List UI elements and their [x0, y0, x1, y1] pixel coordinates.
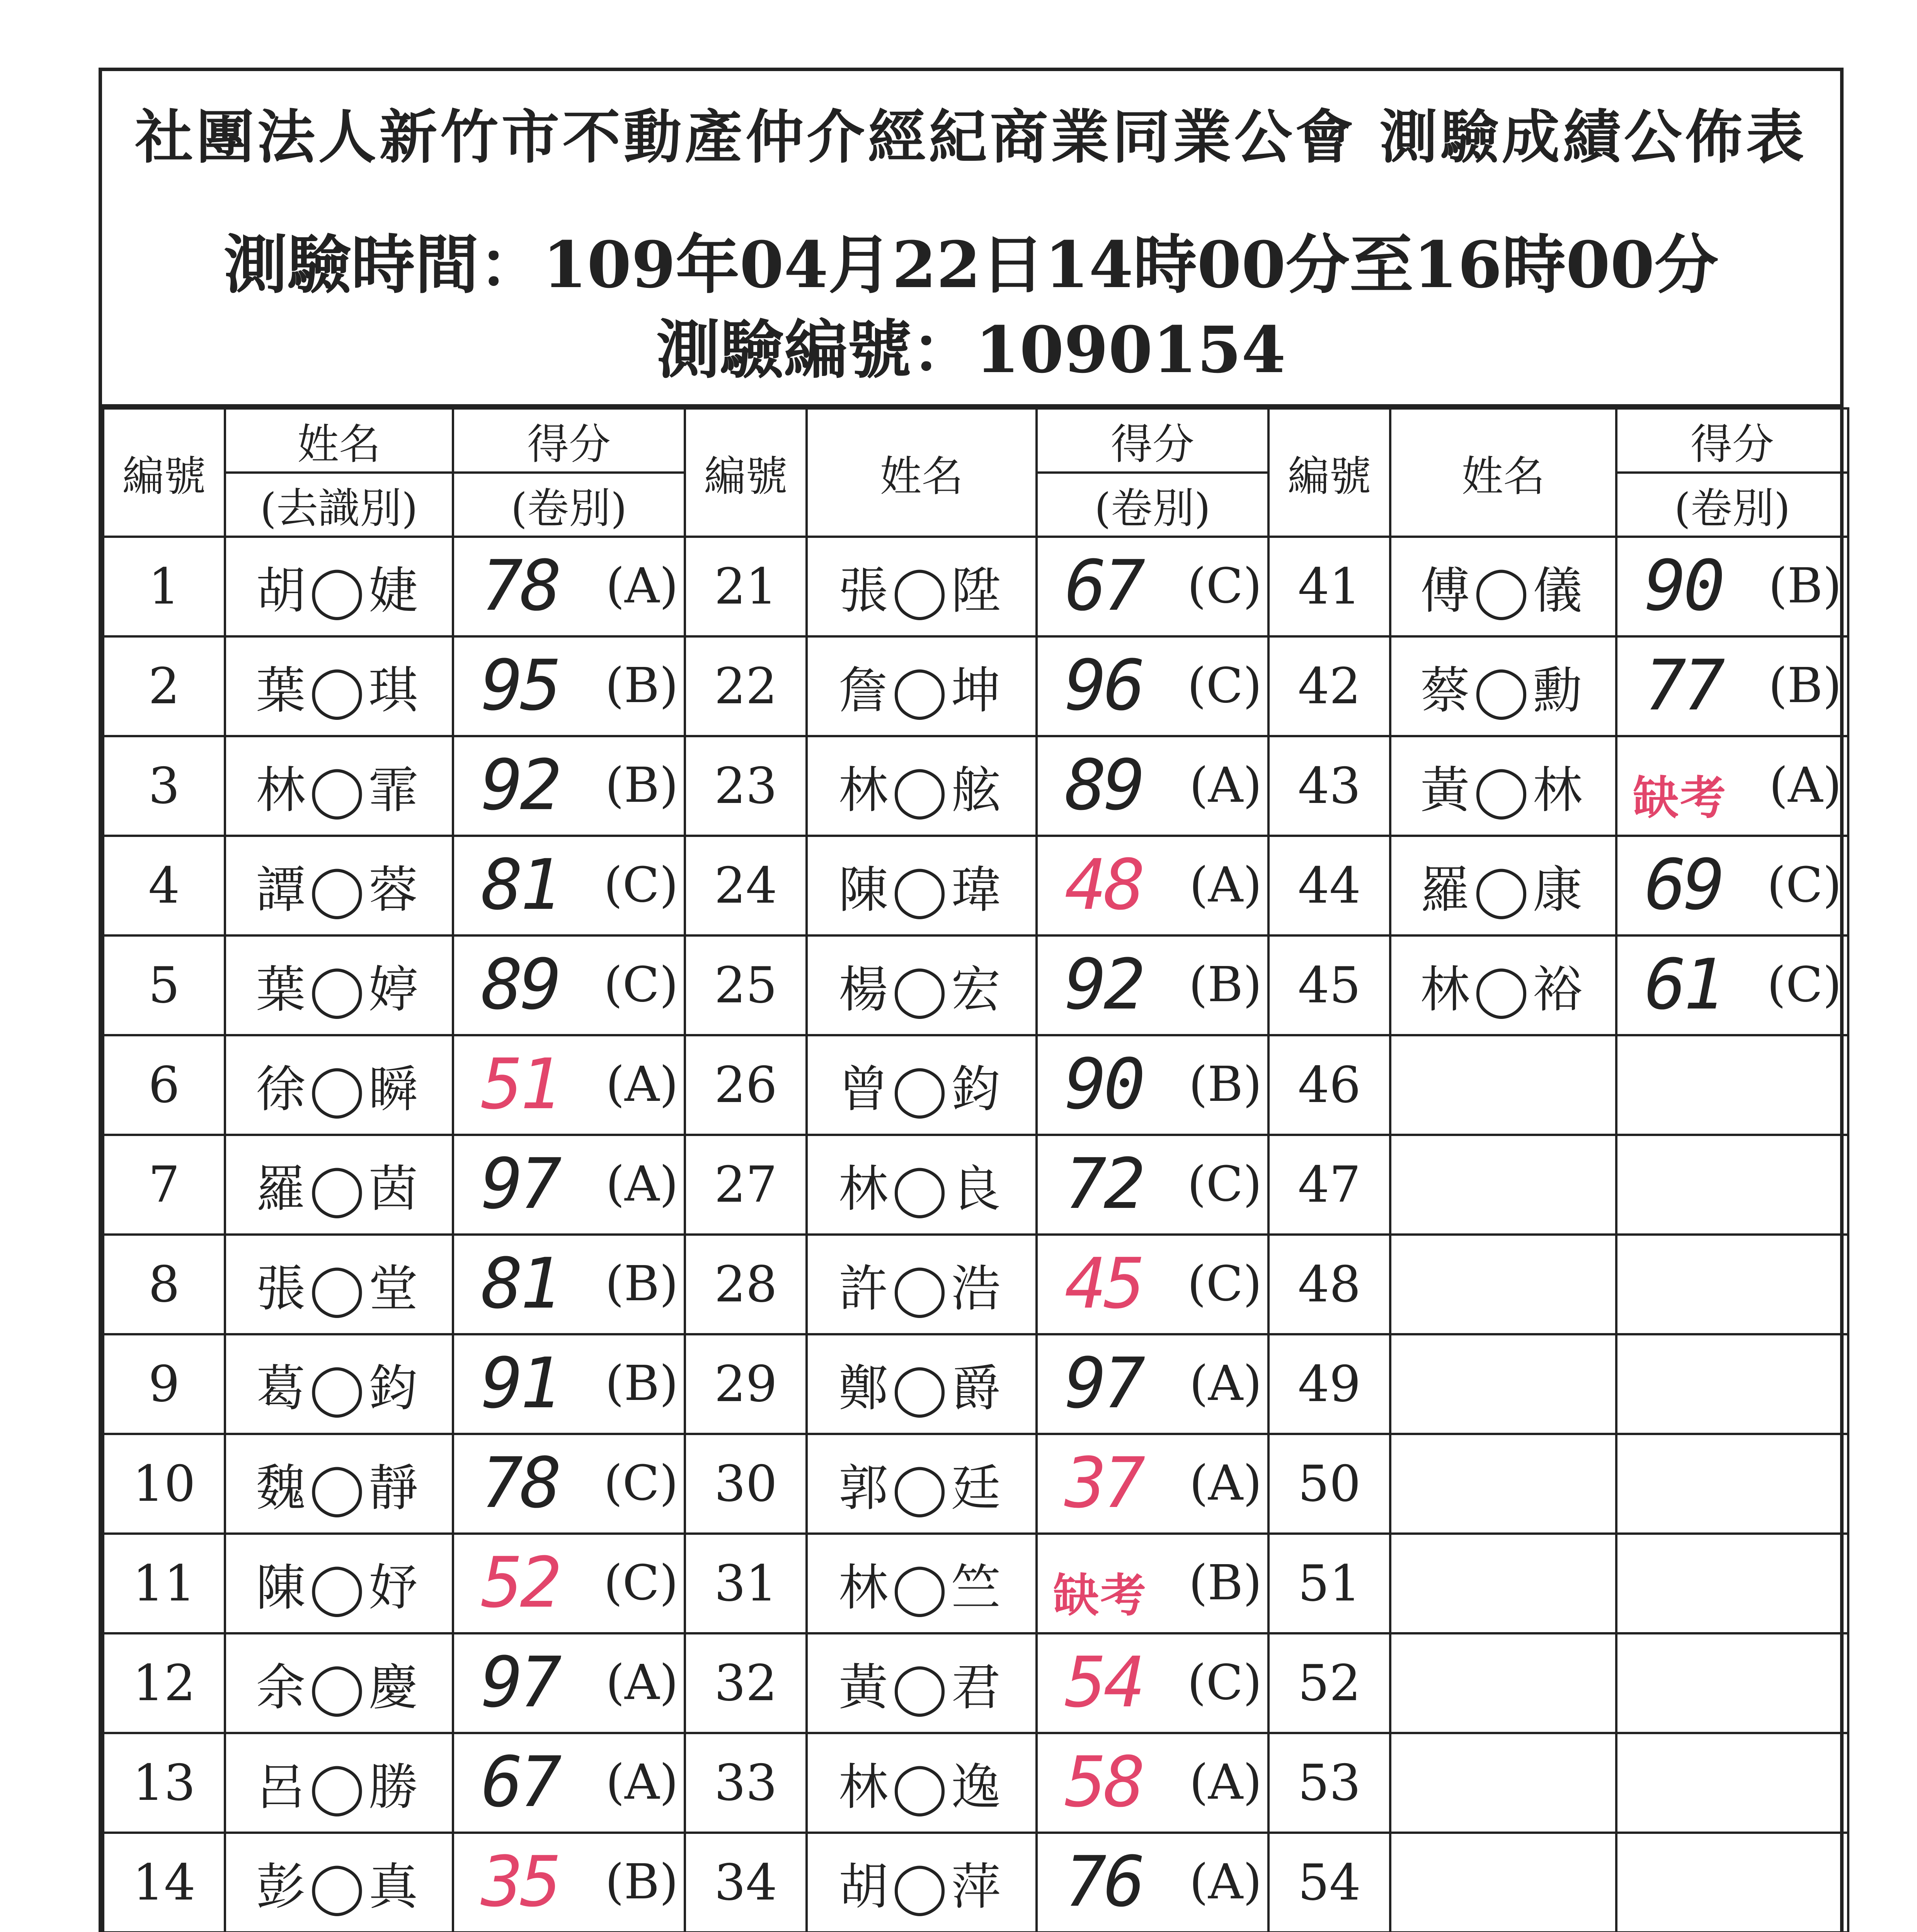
examinee-name: 林◯逸: [807, 1733, 1037, 1833]
handwritten-score: 54: [1065, 1642, 1142, 1723]
examinee-number: 6: [103, 1035, 225, 1135]
score-cell: [1616, 836, 1848, 935]
handwritten-score: 91: [481, 1343, 559, 1424]
score-cell: [1037, 636, 1268, 736]
paper-version: (B): [605, 1256, 678, 1312]
handwritten-score: 67: [1065, 546, 1142, 626]
handwritten-score: 76: [1065, 1842, 1142, 1922]
examinee-name: 胡◯婕: [225, 537, 453, 636]
sheet-header: [102, 71, 1840, 407]
score-cell: [453, 1733, 685, 1833]
paper-version: (A): [606, 1655, 678, 1711]
col-header-score: 得分: [1616, 408, 1848, 473]
handwritten-score: 35: [481, 1842, 559, 1922]
paper-version: (B): [605, 658, 678, 714]
examinee-number: 52: [1268, 1633, 1390, 1733]
examinee-name: [1390, 1334, 1616, 1434]
examinee-number: 51: [1268, 1534, 1390, 1633]
examinee-number: 34: [685, 1833, 807, 1932]
handwritten-score: 78: [481, 546, 559, 626]
examinee-name: 羅◯茵: [225, 1135, 453, 1235]
examinee-name: [1390, 1534, 1616, 1633]
table-row: [103, 1135, 1848, 1235]
handwritten-score: 97: [481, 1144, 559, 1225]
handwritten-score: 67: [481, 1742, 559, 1823]
examinee-number: 23: [685, 736, 807, 836]
col-header-no: 編號: [1268, 408, 1390, 537]
score-cell: [1616, 1733, 1848, 1833]
handwritten-score: 90: [1065, 1044, 1142, 1125]
paper-version: (C): [1187, 1256, 1262, 1312]
examinee-number: 8: [103, 1235, 225, 1334]
examinee-number: 28: [685, 1235, 807, 1334]
examinee-number: 26: [685, 1035, 807, 1135]
handwritten-score: 97: [481, 1642, 559, 1723]
table-row: [103, 1633, 1848, 1733]
examinee-number: 5: [103, 935, 225, 1035]
handwritten-score: 69: [1645, 845, 1722, 925]
paper-version: (A): [1189, 857, 1262, 913]
handwritten-score: 95: [481, 645, 559, 726]
examinee-number: 33: [685, 1733, 807, 1833]
paper-version: (A): [606, 1156, 678, 1212]
paper-version: (B): [1768, 658, 1842, 714]
exam-time: 測驗時間：109年04月22日14時00分至16時00分: [223, 227, 1719, 302]
examinee-name: [1390, 1035, 1616, 1135]
table-row: [103, 1534, 1848, 1633]
handwritten-score: 89: [481, 944, 559, 1025]
examinee-number: 42: [1268, 636, 1390, 736]
examinee-name: 林◯裕: [1390, 935, 1616, 1035]
score-cell: [1037, 537, 1268, 636]
paper-version: (C): [1187, 558, 1262, 614]
col-header-no: 編號: [103, 408, 225, 537]
handwritten-score: 48: [1065, 845, 1142, 925]
score-cell: [1037, 1633, 1268, 1733]
score-cell: [1037, 1434, 1268, 1534]
paper-version: (C): [603, 1555, 678, 1611]
examinee-name: 黃◯君: [807, 1633, 1037, 1733]
score-cell: [1616, 1135, 1848, 1235]
score-cell: [1037, 1235, 1268, 1334]
handwritten-score: 92: [1065, 944, 1142, 1025]
examinee-name: 葛◯鈞: [225, 1334, 453, 1434]
score-cell: [1616, 1633, 1848, 1733]
score-cell: [1037, 935, 1268, 1035]
examinee-number: 3: [103, 736, 225, 836]
col-header-score-sub: (卷別): [1037, 473, 1268, 537]
score-cell: [1616, 935, 1848, 1035]
handwritten-score: 72: [1065, 1144, 1142, 1225]
paper-version: (A): [1189, 1854, 1262, 1910]
table-row: [103, 1434, 1848, 1534]
col-header-name: 姓名: [1390, 408, 1616, 537]
table-row: [103, 1035, 1848, 1135]
examinee-name: 黃◯林: [1390, 736, 1616, 836]
score-cell: [1037, 1534, 1268, 1633]
score-sheet: [99, 68, 1844, 1932]
examinee-name: 陳◯瑋: [807, 836, 1037, 935]
score-cell: [1616, 736, 1848, 836]
examinee-name: [1390, 1633, 1616, 1733]
score-cell: [1616, 1534, 1848, 1633]
examinee-number: 9: [103, 1334, 225, 1434]
handwritten-score: 37: [1065, 1443, 1142, 1524]
examinee-name: 余◯慶: [225, 1633, 453, 1733]
paper-version: (B): [1188, 957, 1262, 1013]
paper-version: (C): [603, 1455, 678, 1511]
paper-version: (C): [603, 857, 678, 913]
paper-version: (C): [1187, 1156, 1262, 1212]
score-cell: [1616, 1035, 1848, 1135]
col-header-no: 編號: [685, 408, 807, 537]
examinee-number: 54: [1268, 1833, 1390, 1932]
examinee-name: 林◯竺: [807, 1534, 1037, 1633]
examinee-number: 30: [685, 1434, 807, 1534]
table-row: [103, 1833, 1848, 1932]
table-row: [103, 836, 1848, 935]
examinee-number: 25: [685, 935, 807, 1035]
score-cell: [453, 1833, 685, 1932]
col-header-name: 姓名: [225, 408, 453, 473]
col-header-score-sub: (卷別): [453, 473, 685, 537]
handwritten-score: 45: [1065, 1243, 1142, 1324]
examinee-name: 曾◯鈞: [807, 1035, 1037, 1135]
paper-version: (A): [1769, 757, 1842, 813]
examinee-name: 陳◯妤: [225, 1534, 453, 1633]
sheet-title: 社團法人新竹市不動產仲介經紀商業同業公會 測驗成績公佈表: [135, 103, 1807, 171]
score-cell: [453, 1534, 685, 1633]
paper-version: (B): [1188, 1056, 1262, 1112]
handwritten-score: 78: [481, 1443, 559, 1524]
score-cell: [453, 1633, 685, 1733]
examinee-name: 徐◯瞬: [225, 1035, 453, 1135]
col-header-score: 得分: [1037, 408, 1268, 473]
examinee-name: 林◯霏: [225, 736, 453, 836]
score-cell: [1037, 1733, 1268, 1833]
paper-version: (B): [1188, 1555, 1262, 1611]
examinee-name: 彭◯真: [225, 1833, 453, 1932]
handwritten-score: 90: [1645, 546, 1722, 626]
examinee-number: 29: [685, 1334, 807, 1434]
examinee-name: 林◯舷: [807, 736, 1037, 836]
examinee-number: 53: [1268, 1733, 1390, 1833]
examinee-name: 葉◯婷: [225, 935, 453, 1035]
score-cell: [1616, 1434, 1848, 1534]
table-row: [103, 1733, 1848, 1833]
examinee-number: 1: [103, 537, 225, 636]
examinee-name: 葉◯琪: [225, 636, 453, 736]
examinee-number: 11: [103, 1534, 225, 1633]
examinee-number: 21: [685, 537, 807, 636]
paper-version: (C): [1187, 658, 1262, 714]
examinee-number: 50: [1268, 1434, 1390, 1534]
handwritten-score: 缺考: [1053, 1569, 1148, 1622]
paper-version: (B): [605, 1355, 678, 1412]
col-header-score: 得分: [453, 408, 685, 473]
score-cell: [453, 1135, 685, 1235]
examinee-name: 傅◯儀: [1390, 537, 1616, 636]
paper-version: (C): [1187, 1655, 1262, 1711]
examinee-name: [1390, 1833, 1616, 1932]
score-cell: [453, 1334, 685, 1434]
paper-version: (B): [605, 757, 678, 813]
col-header-name-sub: (去識別): [225, 473, 453, 537]
handwritten-score: 51: [481, 1044, 559, 1125]
handwritten-score: 81: [481, 845, 559, 925]
score-cell: [453, 1035, 685, 1135]
examinee-name: 張◯陞: [807, 537, 1037, 636]
paper-version: (C): [1767, 857, 1842, 913]
paper-version: (B): [1768, 558, 1842, 614]
examinee-name: 郭◯廷: [807, 1434, 1037, 1534]
examinee-name: 魏◯靜: [225, 1434, 453, 1534]
examinee-number: 46: [1268, 1035, 1390, 1135]
score-cell: [453, 636, 685, 736]
examinee-number: 12: [103, 1633, 225, 1733]
handwritten-score: 96: [1065, 645, 1142, 726]
examinee-number: 2: [103, 636, 225, 736]
examinee-name: 楊◯宏: [807, 935, 1037, 1035]
examinee-number: 24: [685, 836, 807, 935]
examinee-number: 4: [103, 836, 225, 935]
examinee-number: 49: [1268, 1334, 1390, 1434]
score-table: [102, 407, 1849, 1932]
table-row: [103, 1334, 1848, 1434]
handwritten-score: 52: [481, 1543, 559, 1623]
score-cell: [453, 1235, 685, 1334]
examinee-name: 胡◯萍: [807, 1833, 1037, 1932]
score-cell: [453, 1434, 685, 1534]
examinee-name: 許◯浩: [807, 1235, 1037, 1334]
examinee-name: [1390, 1235, 1616, 1334]
handwritten-score: 58: [1065, 1742, 1142, 1823]
score-cell: [1616, 1235, 1848, 1334]
handwritten-score: 89: [1065, 745, 1142, 826]
paper-version: (A): [606, 1056, 678, 1112]
examinee-number: 27: [685, 1135, 807, 1235]
examinee-name: 鄭◯爵: [807, 1334, 1037, 1434]
paper-version: (A): [1189, 1754, 1262, 1810]
score-cell: [1616, 636, 1848, 736]
examinee-number: 48: [1268, 1235, 1390, 1334]
examinee-number: 43: [1268, 736, 1390, 836]
handwritten-score: 61: [1645, 944, 1722, 1025]
handwritten-score: 97: [1065, 1343, 1142, 1424]
examinee-number: 13: [103, 1733, 225, 1833]
score-cell: [1037, 1135, 1268, 1235]
table-row: [103, 736, 1848, 836]
score-cell: [453, 537, 685, 636]
paper-version: (A): [606, 558, 678, 614]
examinee-name: 譚◯蓉: [225, 836, 453, 935]
col-header-name: 姓名: [807, 408, 1037, 537]
handwritten-score: 缺考: [1633, 771, 1728, 825]
table-row: [103, 1235, 1848, 1334]
score-cell: [1037, 736, 1268, 836]
examinee-number: 7: [103, 1135, 225, 1235]
examinee-number: 45: [1268, 935, 1390, 1035]
score-cell: [453, 836, 685, 935]
examinee-number: 10: [103, 1434, 225, 1534]
examinee-number: 22: [685, 636, 807, 736]
score-cell: [1616, 1833, 1848, 1932]
paper-version: (A): [606, 1754, 678, 1810]
paper-version: (A): [1189, 1455, 1262, 1511]
paper-version: (C): [1767, 957, 1842, 1013]
score-cell: [1616, 537, 1848, 636]
paper-version: (A): [1189, 1355, 1262, 1412]
score-cell: [1616, 1334, 1848, 1434]
exam-id: 測驗編號：1090154: [656, 312, 1286, 387]
score-cell: [1037, 836, 1268, 935]
handwritten-score: 77: [1645, 645, 1722, 726]
table-row: [103, 537, 1848, 636]
examinee-name: [1390, 1733, 1616, 1833]
score-cell: [1037, 1334, 1268, 1434]
paper-version: (B): [605, 1854, 678, 1910]
handwritten-score: 81: [481, 1243, 559, 1324]
examinee-name: [1390, 1434, 1616, 1534]
examinee-number: 31: [685, 1534, 807, 1633]
examinee-name: [1390, 1135, 1616, 1235]
examinee-number: 47: [1268, 1135, 1390, 1235]
paper-version: (A): [1189, 757, 1262, 813]
examinee-name: 林◯良: [807, 1135, 1037, 1235]
score-cell: [453, 935, 685, 1035]
score-cell: [1037, 1035, 1268, 1135]
score-cell: [453, 736, 685, 836]
examinee-name: 詹◯坤: [807, 636, 1037, 736]
examinee-number: 41: [1268, 537, 1390, 636]
paper-version: (C): [603, 957, 678, 1013]
examinee-number: 44: [1268, 836, 1390, 935]
table-row: [103, 935, 1848, 1035]
handwritten-score: 92: [481, 745, 559, 826]
examinee-number: 14: [103, 1833, 225, 1932]
examinee-name: 張◯堂: [225, 1235, 453, 1334]
examinee-name: 蔡◯勳: [1390, 636, 1616, 736]
examinee-name: 呂◯勝: [225, 1733, 453, 1833]
col-header-score-sub: (卷別): [1616, 473, 1848, 537]
table-row: [103, 636, 1848, 736]
examinee-number: 32: [685, 1633, 807, 1733]
score-cell: [1037, 1833, 1268, 1932]
examinee-name: 羅◯康: [1390, 836, 1616, 935]
